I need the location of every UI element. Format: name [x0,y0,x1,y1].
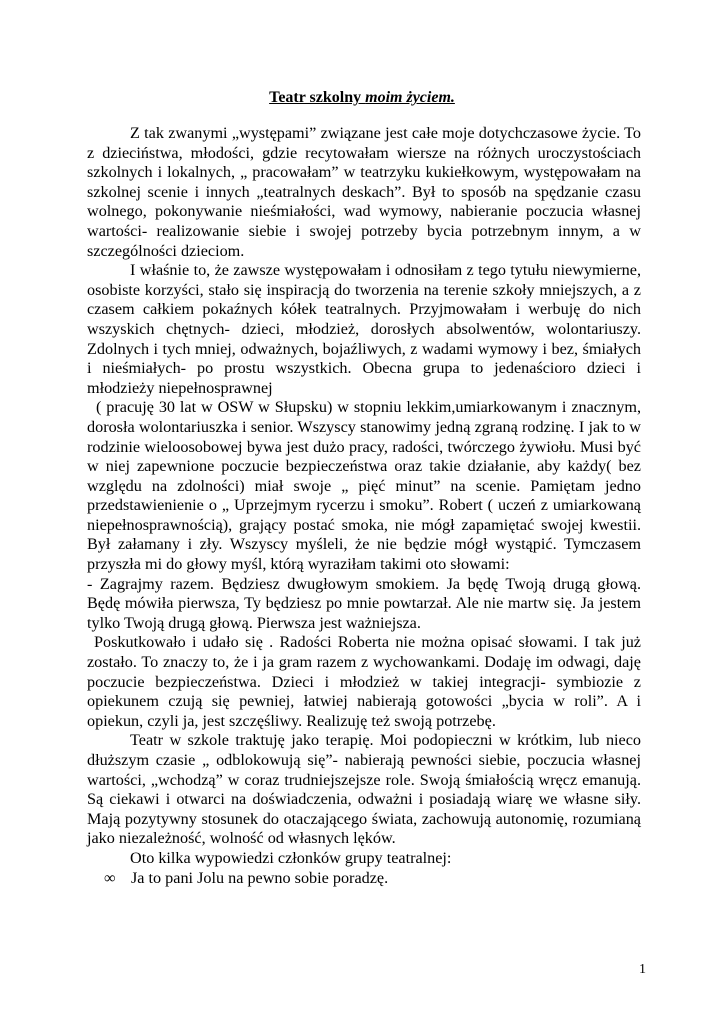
paragraph: Oto kilka wypowiedzi członków grupy teatralnej: [130,848,452,867]
paragraph: I właśnie to, że zawsze występowałam i odnosiłam z tego tytułu niewymierne, osobiste korzyści, stało się inspiracją do tworzenia na terenie szkoły mniejszych, a z czasem całkiem pokaźnych kółek teatralnych. Przyjmowałam i werbuję do nich wszyskich chętnych- dzieci, młodzież, dorosłych absolwentów, wolontariuszy. Zdolnych i tych mniej, odważnych, bojaźliwych, z wadami wymowy i bez, śmiałych i nieśmiałych- po prostu wszystkich. Obecna grupa to jedenaścioro dzieci i młodzieży niepełnosprawnej [87,261,641,397]
infinity-bullet-icon: ∞ [104,868,116,887]
title-plain: Teatr szkolny [269,89,366,106]
paragraph: ( pracuję 30 lat w OSW w Słupsku) w stopniu lekkim,umiarkowanym i znacznym, dorosła wolontariuszka i senior. Wszyscy stanowimy jedną zgraną rodzinę. I jak to w rodzinie wieloosobowej bywa jest dużo pracy, radości, twórczego żywiołu. Musi być w niej zapewnione poczucie bezpieczeństwa oraz takie działanie, aby każdy( bez względu na zdolności) miał swoje „ pięć minut” na scenie. Pamiętam jedno przedstawienienie o „ Uprzejmym rycerzu i smoku”. Robert ( uczeń z umiarkowaną niepełnosprawnością), grający postać smoka, nie mógł zapamiętać swojej kwestii. Był załamany i zły. Wszyscy myśleli, że nie będzie mógł wystąpić. Tymczasem przyszła mi do głowy myśl, którą wyraziłam takimi oto słowami: [87,398,641,574]
list-item [104,869,641,889]
paragraph-dialogue: - Zagrajmy razem. Będziesz dwugłowym smokiem. Ja będę Twoją drugą głową. Będę mówiła pierwsza, Ty będziesz po mnie powtarzał. Ale nie martw się. Ja jestem tylko Twoją drugą głową. Pierwsza jest ważniejsza. [87,574,641,632]
paragraph: Poskutkowało i udało się . Radości Roberta nie można opisać słowami. I tak już zostało. To znaczy to, że i ja gram razem z wychowankami. Dodaję im odwagi, daję poczucie bezpieczeństwa. Dzieci i młodzież w takiej integracji- symbiozie z opiekunem czują się pewniej, łatwiej nabierają gotowości „bycia w roli”. A i opiekun, czyli ja, jest szczęśliwy. Realizuję też swoją potrzebę. [87,633,641,730]
list-item-text: Ja to pani Jolu na pewno sobie poradzę. [131,868,389,887]
page-title [0,88,724,108]
paragraph: Z tak zwanymi „występami” związane jest całe moje dotychczasowe życie. To z dzieciństwa, młodości, gdzie recytowałam wiersze na różnych uroczystościach szkolnych i lokalnych, „ pracowałam” w teatrzyku kukiełkowym, występowałam na szkolnej scenie i innych „teatralnych deskach”. Był to sposób na spędzanie czasu wolnego, pokonywanie nieśmiałości, wad wymowy, nabieranie poczucia własnej wartości- realizowanie siebie i swojej potrzeby bycia potrzebnym innym, a w szczególności dzieciom. [87,124,641,260]
title-italic: moim życiem. [365,89,455,106]
page-number: 1 [639,962,646,977]
document-body [87,124,641,888]
paragraph: Teatr w szkole traktuję jako terapię. Moi podopieczni w krótkim, lub nieco dłuższym czasie „ odblokowują się”- nabierają pewności siebie, poczucia własnej wartości, „wchodzą” w coraz trudniejszejsze role. Swoją śmiałością wręcz emanują. Są ciekawi i otwarci na doświadczenia, odważni i posiadają wiarę we własne siły. Mają pozytywny stosunek do otaczającego świata, zachowują autonomię, rozumianą jako niezależność, wolność od własnych lęków. [87,731,641,848]
